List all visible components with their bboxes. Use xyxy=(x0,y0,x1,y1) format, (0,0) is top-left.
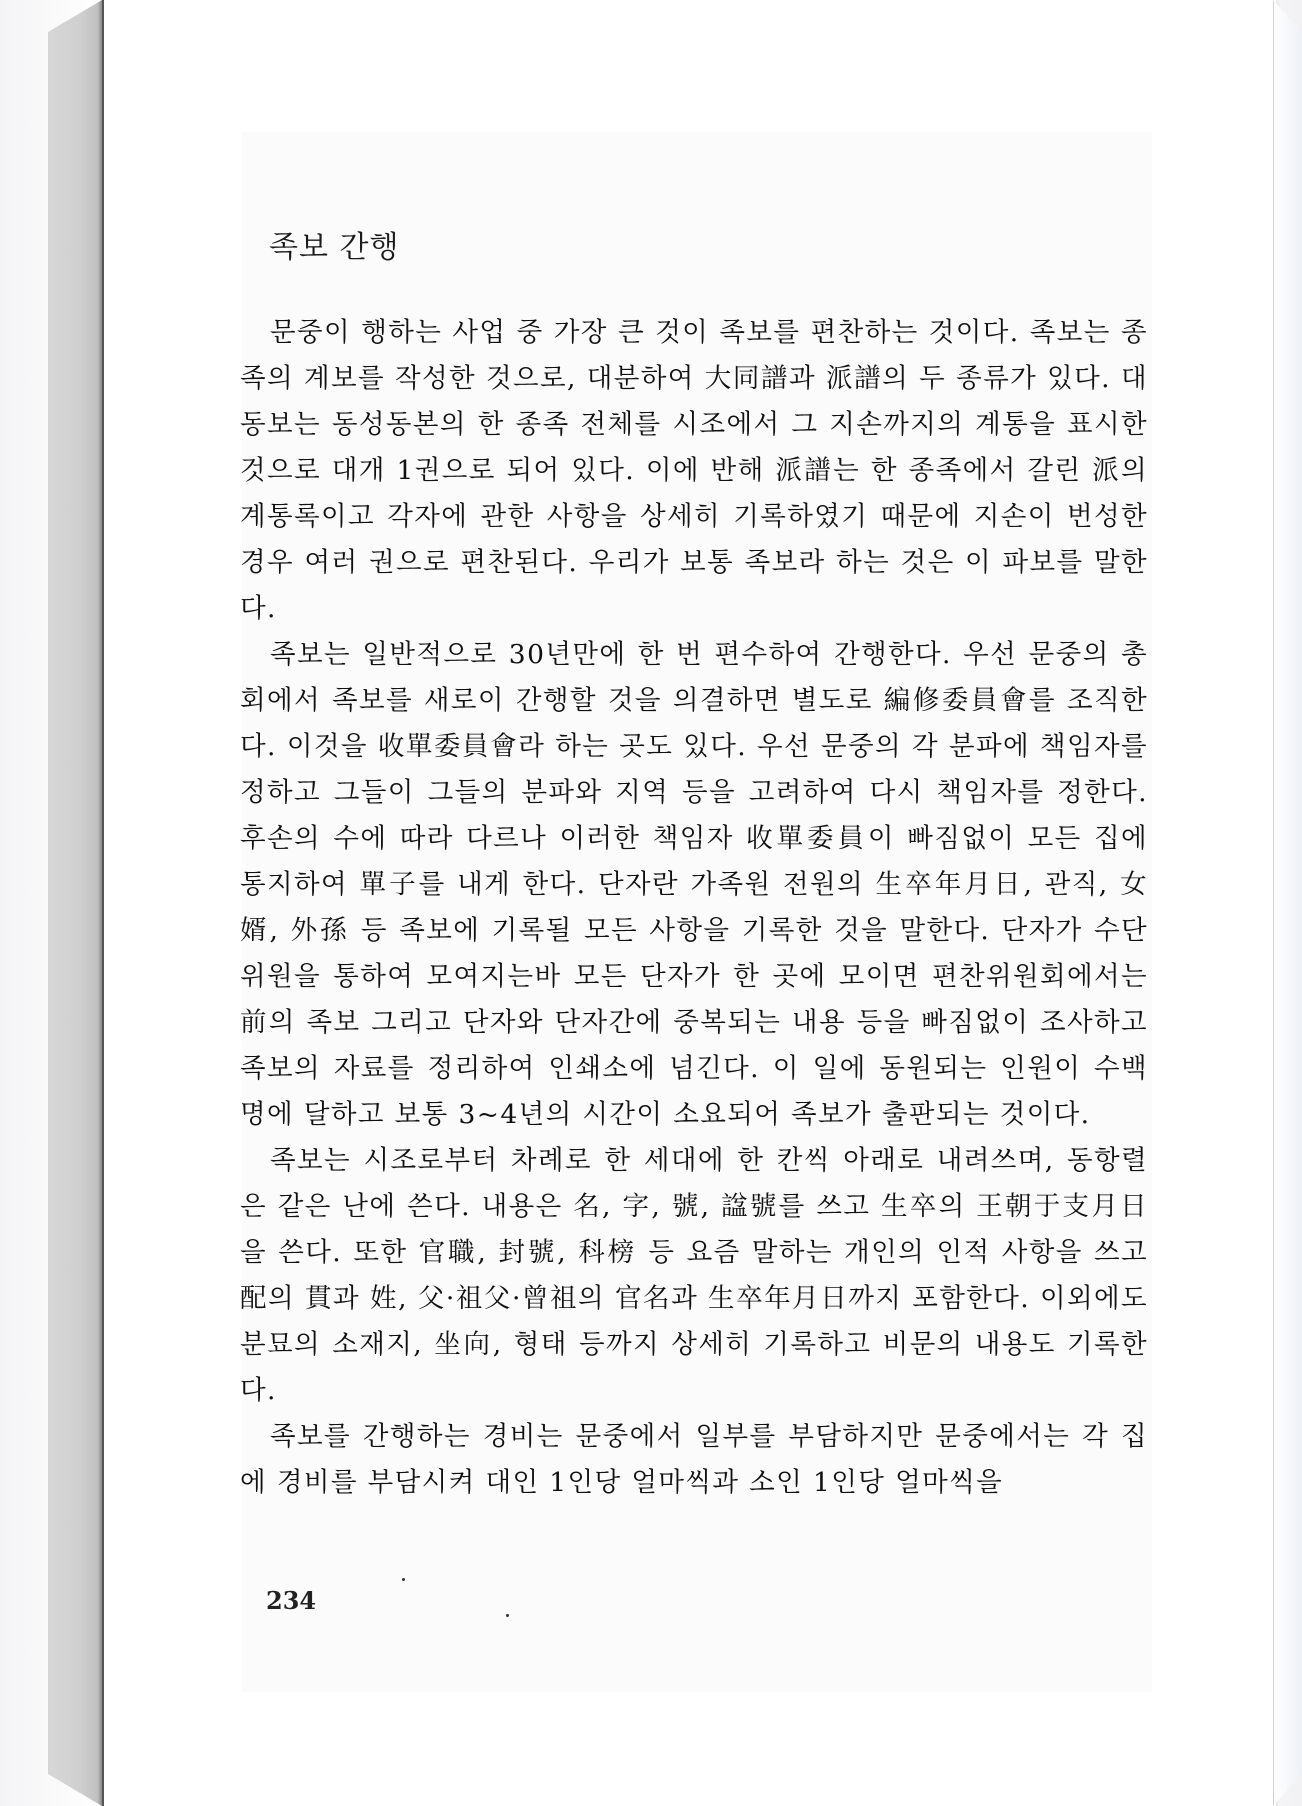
paragraph: 족보를 간행하는 경비는 문중에서 일부를 부담하지만 문중에서는 각 집에 경비를 부담시켜 대인 1인당 얼마씩과 소인 1인당 얼마씩을 xyxy=(240,1421,1148,1498)
book-spine xyxy=(48,0,102,1806)
scan-speck xyxy=(506,1614,509,1617)
page-number: 234 xyxy=(266,1586,317,1615)
body-text xyxy=(240,310,1148,1506)
book-edge xyxy=(1273,0,1302,1806)
section-heading: 족보 간행 xyxy=(269,230,400,265)
paragraph: 문중이 행하는 사업 중 가장 큰 것이 족보를 편찬하는 것이다. 족보는 종족의 계보를 작성한 것으로, 대분하여 大同譜과 派譜의 두 종류가 있다. 대동보는 동성동본의 한 종족 전체를 시조에서 그 지손까지의 계통을 표시한 것으로 대개 1권으로 되어 있다. 이에 반해 派譜는 한 종족에서 갈린 派의 계통록이고 각자에 관한 사항을 상세히 기록하였기 때문에 지손이 번성한 경우 여러 권으로 편찬된다. 우리가 보통 족보라 하는 것은 이 파보를 말한다. xyxy=(240,317,1148,624)
paragraph: 족보는 시조로부터 차례로 한 세대에 한 칸씩 아래로 내려쓰며, 동항렬은 같은 난에 쓴다. 내용은 名, 字, 號, 諡號를 쓰고 生卒의 王朝于支月日을 쓴다. 또한 官職, 封號, 科榜 등 요즘 말하는 개인의 인적 사항을 쓰고 配의 貫과 姓, 父·祖父·曾祖의 官名과 生卒年月日까지 포함한다. 이외에도 분묘의 소재지, 坐向, 형태 등까지 상세히 기록하고 비문의 내용도 기록한다. xyxy=(240,1145,1148,1406)
paragraph: 족보는 일반적으로 30년만에 한 번 편수하여 간행한다. 우선 문중의 총회에서 족보를 새로이 간행할 것을 의결하면 별도로 編修委員會를 조직한다. 이것을 收單委員會라 하는 곳도 있다. 우선 문중의 각 분파에 책임자를 정하고 그들이 그들의 분파와 지역 등을 고려하여 다시 책임자를 정한다. 후손의 수에 따라 다르나 이러한 책임자 收單委員이 빠짐없이 모든 집에 통지하여 單子를 내게 한다. 단자란 가족원 전원의 生卒年月日, 관직, 女婿, 外孫 등 족보에 기록될 모든 사항을 기록한 것을 말한다. 단자가 수단위원을 통하여 모여지는바 모든 단자가 한 곳에 모이면 편찬위원회에서는 前의 족보 그리고 단자와 단자간에 중복되는 내용 등을 빠짐없이 조사하고 족보의 자료를 정리하여 인쇄소에 넘긴다. 이 일에 동원되는 인원이 수백 명에 달하고 보통 3~4년의 시간이 소요되어 족보가 출판되는 것이다. xyxy=(240,639,1148,1130)
book-page xyxy=(102,0,1276,1806)
scan-speck xyxy=(402,1578,405,1581)
